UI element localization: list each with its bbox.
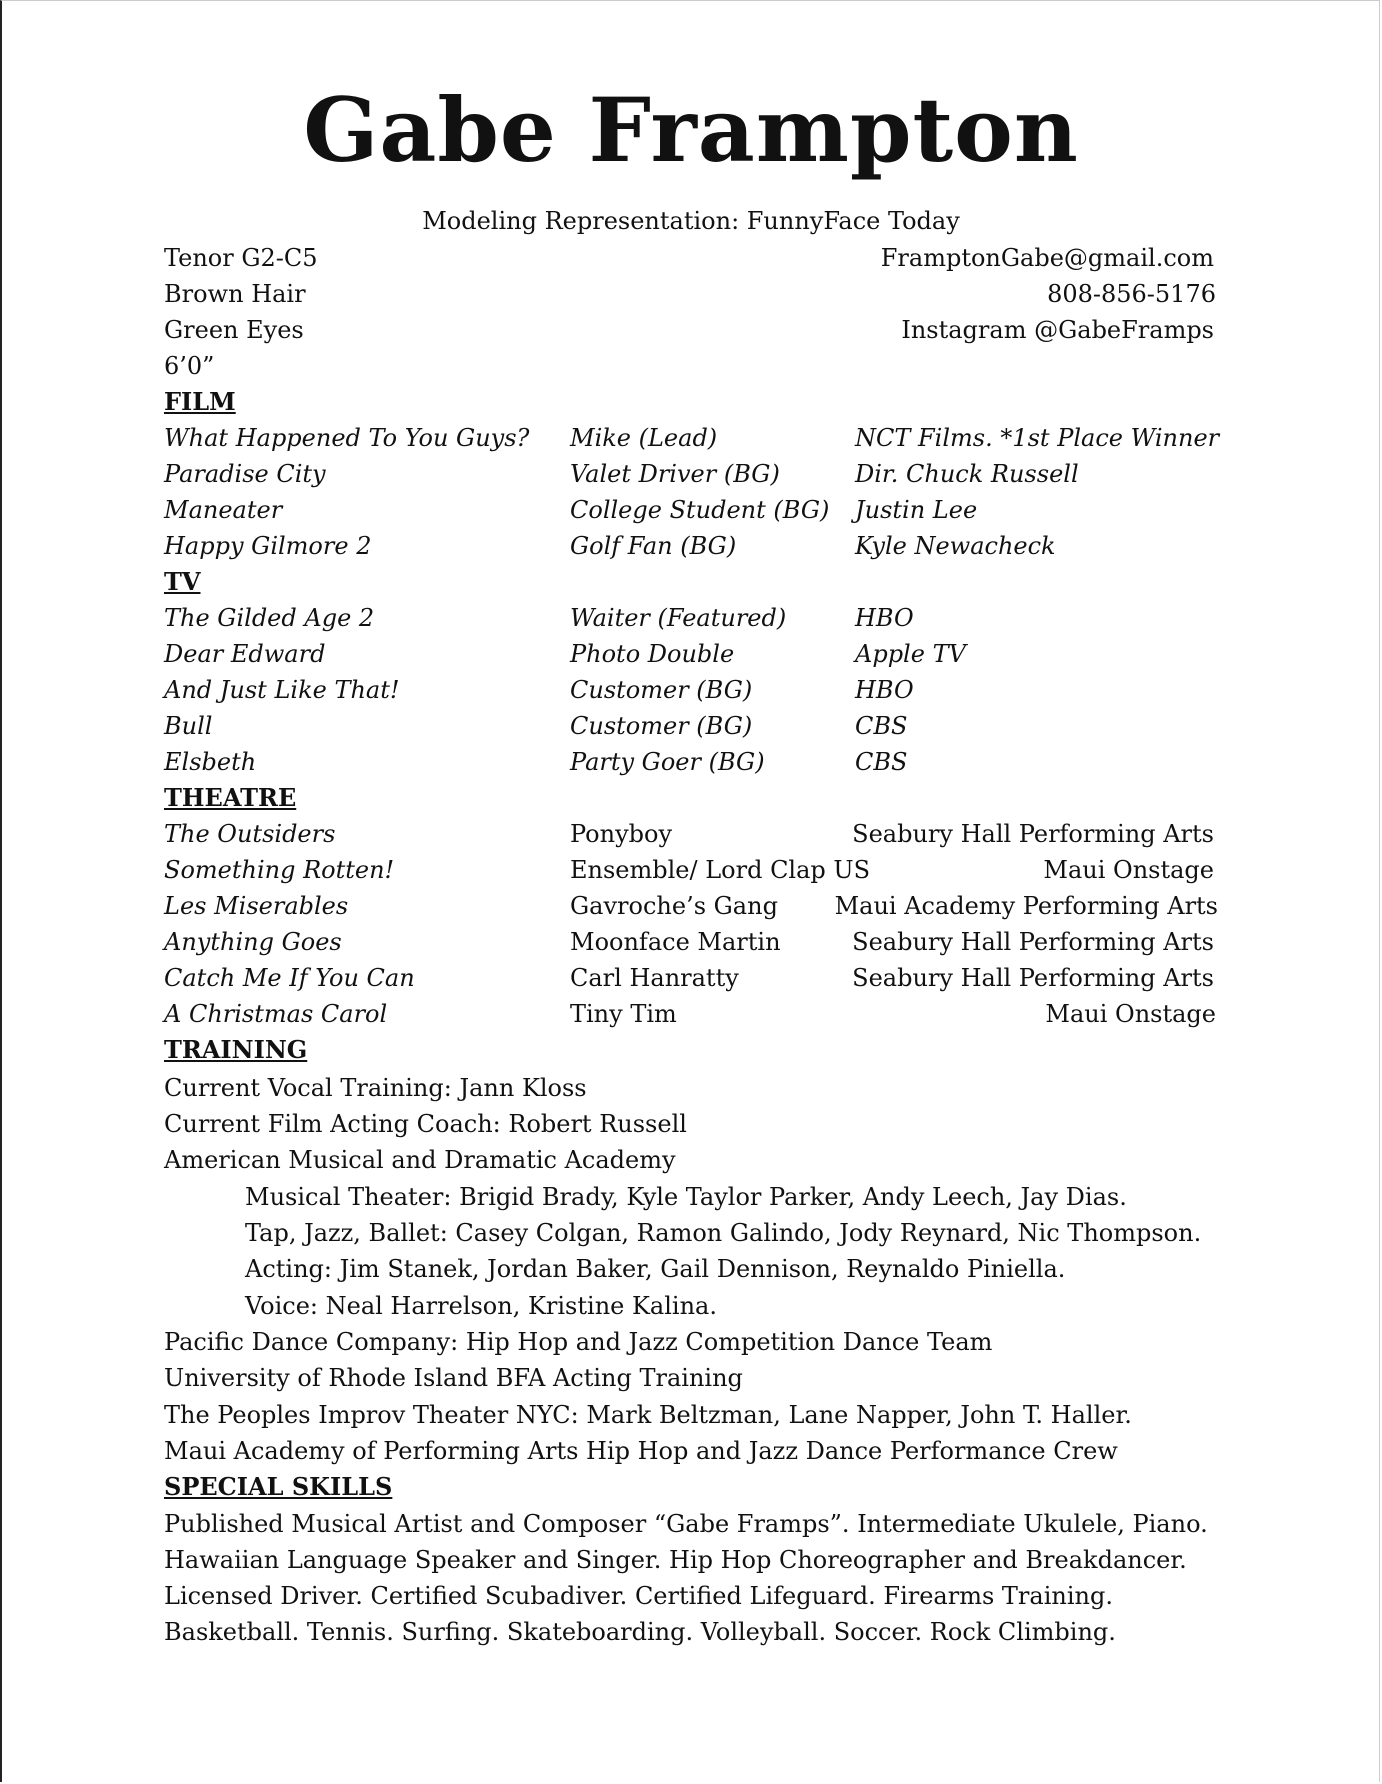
skills-heading: SPECIAL SKILLS bbox=[164, 1472, 393, 1501]
film-role: Valet Driver (BG) bbox=[570, 460, 780, 488]
theatre-role: Gavroche’s Gang bbox=[570, 892, 778, 920]
theatre-role: Ensemble/ Lord Clap US bbox=[570, 856, 871, 884]
film-credit: Kyle Newacheck bbox=[855, 532, 1056, 560]
contact-phone[interactable]: 808-856-5176 bbox=[1047, 280, 1216, 308]
theatre-role: Ponyboy bbox=[570, 820, 673, 848]
theatre-title: Catch Me If You Can bbox=[164, 964, 415, 992]
tv-heading: TV bbox=[164, 567, 201, 596]
theatre-title: Les Miserables bbox=[164, 892, 349, 920]
theatre-title: Something Rotten! bbox=[164, 856, 395, 884]
theatre-title: The Outsiders bbox=[164, 820, 336, 848]
skills-line: Licensed Driver. Certified Scubadiver. Certified Lifeguard. Firearms Training. bbox=[164, 1582, 1113, 1610]
film-credit: Justin Lee bbox=[855, 496, 978, 524]
theatre-credit: Maui Onstage bbox=[1045, 1000, 1216, 1028]
stat-eyes: Green Eyes bbox=[164, 316, 304, 344]
tv-title: Elsbeth bbox=[164, 748, 257, 776]
tv-role: Customer (BG) bbox=[570, 712, 753, 740]
tv-role: Party Goer (BG) bbox=[570, 748, 765, 776]
training-line: University of Rhode Island BFA Acting Training bbox=[164, 1364, 743, 1392]
stat-voice: Tenor G2-C5 bbox=[164, 244, 318, 272]
film-title: What Happened To You Guys? bbox=[164, 424, 530, 452]
tv-credit: HBO bbox=[855, 676, 914, 704]
theatre-title: A Christmas Carol bbox=[164, 1000, 388, 1028]
theatre-credit: Seabury Hall Performing Arts bbox=[852, 820, 1214, 848]
training-indented-line: Tap, Jazz, Ballet: Casey Colgan, Ramon Galindo, Jody Reynard, Nic Thompson. bbox=[245, 1219, 1202, 1247]
training-line: Current Film Acting Coach: Robert Russell bbox=[164, 1110, 687, 1138]
training-heading: TRAINING bbox=[164, 1035, 308, 1064]
training-line: Pacific Dance Company: Hip Hop and Jazz Competition Dance Team bbox=[164, 1328, 993, 1356]
film-title: Maneater bbox=[164, 496, 283, 524]
tv-role: Waiter (Featured) bbox=[570, 604, 787, 632]
skills-line: Basketball. Tennis. Surfing. Skateboarding. Volleyball. Soccer. Rock Climbing. bbox=[164, 1618, 1116, 1646]
contact-instagram[interactable]: Instagram @GabeFramps bbox=[901, 316, 1214, 344]
tv-title: Bull bbox=[164, 712, 213, 740]
theatre-credit: Maui Academy Performing Arts bbox=[834, 892, 1218, 920]
theatre-credit: Maui Onstage bbox=[1043, 856, 1214, 884]
tv-credit: Apple TV bbox=[855, 640, 966, 668]
training-indented-line: Acting: Jim Stanek, Jordan Baker, Gail Dennison, Reynaldo Piniella. bbox=[245, 1255, 1066, 1283]
tv-title: And Just Like That! bbox=[164, 676, 400, 704]
tv-credit: CBS bbox=[855, 748, 908, 776]
theatre-role: Moonface Martin bbox=[570, 928, 781, 956]
theatre-role: Carl Hanratty bbox=[570, 964, 739, 992]
tv-role: Photo Double bbox=[570, 640, 735, 668]
contact-email[interactable]: FramptonGabe@gmail.com bbox=[880, 244, 1214, 272]
training-line: American Musical and Dramatic Academy bbox=[164, 1146, 676, 1174]
theatre-title: Anything Goes bbox=[164, 928, 342, 956]
training-indented-line: Voice: Neal Harrelson, Kristine Kalina. bbox=[245, 1292, 717, 1320]
film-heading: FILM bbox=[164, 387, 236, 416]
stat-hair: Brown Hair bbox=[164, 280, 306, 308]
tv-title: The Gilded Age 2 bbox=[164, 604, 375, 632]
film-role: College Student (BG) bbox=[570, 496, 830, 524]
tv-title: Dear Edward bbox=[164, 640, 326, 668]
theatre-heading: THEATRE bbox=[164, 783, 297, 812]
tv-credit: CBS bbox=[855, 712, 908, 740]
tv-role: Customer (BG) bbox=[570, 676, 753, 704]
theatre-credit: Seabury Hall Performing Arts bbox=[852, 928, 1214, 956]
training-indented-line: Musical Theater: Brigid Brady, Kyle Taylor Parker, Andy Leech, Jay Dias. bbox=[245, 1183, 1127, 1211]
resume-name: Gabe Frampton bbox=[303, 78, 1079, 182]
theatre-credit: Seabury Hall Performing Arts bbox=[852, 964, 1214, 992]
film-role: Mike (Lead) bbox=[570, 424, 718, 452]
film-role: Golf Fan (BG) bbox=[570, 532, 737, 560]
training-line: Current Vocal Training: Jann Kloss bbox=[164, 1074, 587, 1102]
representation: Modeling Representation: FunnyFace Today bbox=[422, 207, 960, 235]
film-title: Happy Gilmore 2 bbox=[164, 532, 372, 560]
film-credit: Dir. Chuck Russell bbox=[855, 460, 1079, 488]
theatre-role: Tiny Tim bbox=[570, 1000, 677, 1028]
film-credit: NCT Films. *1st Place Winner bbox=[855, 424, 1220, 452]
skills-line: Published Musical Artist and Composer “Gabe Framps”. Intermediate Ukulele, Piano. bbox=[164, 1510, 1208, 1538]
tv-credit: HBO bbox=[855, 604, 914, 632]
skills-line: Hawaiian Language Speaker and Singer. Hip Hop Choreographer and Breakdancer. bbox=[164, 1546, 1187, 1574]
film-title: Paradise City bbox=[164, 460, 326, 488]
stat-height: 6’0” bbox=[164, 352, 215, 380]
training-line: The Peoples Improv Theater NYC: Mark Beltzman, Lane Napper, John T. Haller. bbox=[164, 1401, 1132, 1429]
training-line: Maui Academy of Performing Arts Hip Hop and Jazz Dance Performance Crew bbox=[164, 1437, 1118, 1465]
